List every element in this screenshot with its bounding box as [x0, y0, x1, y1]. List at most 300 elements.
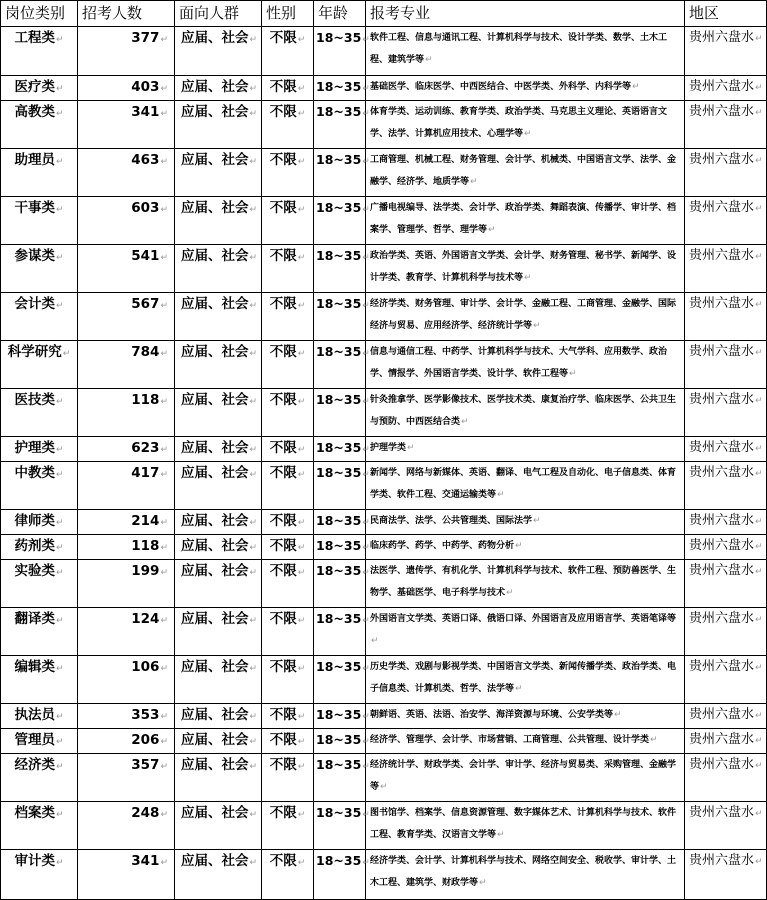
gender-cell [262, 197, 314, 245]
paragraph-mark-icon: ↵ [297, 762, 306, 772]
category-cell-text: 干事类 [14, 200, 55, 216]
region-cell-text: 贵州六盘水 [689, 440, 755, 455]
major-cell [366, 101, 685, 149]
count-cell-text: 248 [131, 805, 160, 821]
count-cell-text: 124 [131, 611, 160, 627]
audience-cell [175, 535, 262, 560]
count-cell-text: 341 [131, 853, 160, 869]
category-cell [1, 341, 78, 389]
paragraph-mark-icon: ↵ [362, 35, 370, 45]
count-cell-text: 199 [131, 563, 160, 579]
paragraph-mark-icon: ↵ [160, 253, 168, 263]
paragraph-mark-icon: ↵ [160, 737, 168, 747]
gender-cell-text: 不限 [269, 538, 297, 554]
audience-cell-text: 应届、社会 [181, 611, 249, 627]
paragraph-mark-icon: ↵ [755, 204, 763, 214]
paragraph-mark-icon: ↵ [297, 84, 306, 94]
paragraph-mark-icon: ↵ [249, 349, 258, 359]
paragraph-mark-icon: ↵ [249, 157, 258, 167]
paragraph-mark-icon: ↵ [249, 35, 258, 45]
paragraph-mark-icon: ↵ [533, 516, 541, 526]
category-cell [1, 608, 78, 656]
table-row [1, 656, 767, 704]
region-cell [685, 754, 767, 802]
paragraph-mark-icon: ↵ [55, 109, 64, 119]
category-cell-text: 会计类 [14, 296, 55, 312]
age-cell-text: 18~35 [316, 707, 362, 722]
count-cell-text: 106 [131, 659, 160, 675]
count-cell [78, 535, 175, 560]
paragraph-mark-icon: ↵ [55, 253, 64, 263]
paragraph-mark-icon: ↵ [362, 470, 370, 480]
category-cell-text: 中教类 [14, 465, 55, 481]
gender-cell [262, 510, 314, 535]
paragraph-mark-icon: ↵ [160, 568, 168, 578]
paragraph-mark-icon: ↵ [515, 684, 523, 694]
region-cell-text: 贵州六盘水 [689, 707, 755, 722]
count-cell [78, 293, 175, 341]
age-cell [314, 389, 370, 437]
paragraph-mark-icon: ↵ [371, 636, 379, 646]
category-cell [1, 850, 78, 900]
paragraph-mark-icon: ↵ [55, 157, 64, 167]
table-row [1, 510, 767, 535]
region-cell [685, 437, 767, 462]
count-cell-text: 403 [131, 79, 160, 95]
major-cell [366, 754, 685, 802]
count-cell-text: 623 [131, 440, 160, 456]
paragraph-mark-icon: ↵ [479, 878, 487, 888]
paragraph-mark-icon: ↵ [362, 301, 370, 311]
category-cell [1, 729, 78, 754]
paragraph-mark-icon: ↵ [755, 857, 763, 867]
count-cell [78, 560, 175, 608]
major-cell [366, 149, 685, 197]
paragraph-mark-icon: ↵ [297, 157, 306, 167]
paragraph-mark-icon: ↵ [55, 397, 64, 407]
region-cell-text: 贵州六盘水 [689, 659, 755, 674]
audience-cell-text: 应届、社会 [181, 344, 249, 360]
paragraph-mark-icon: ↵ [55, 35, 64, 45]
audience-cell-text: 应届、社会 [181, 200, 249, 216]
age-cell [314, 704, 370, 729]
paragraph-mark-icon: ↵ [297, 349, 306, 359]
region-cell [685, 76, 767, 101]
gender-cell [262, 802, 314, 850]
audience-cell [175, 850, 262, 900]
paragraph-mark-icon: ↵ [249, 84, 258, 94]
age-cell-text: 18~35 [316, 200, 362, 215]
age-cell-text: 18~35 [316, 513, 362, 528]
major-cell [366, 535, 685, 560]
major-cell-text: 软件工程、信息与通讯工程、计算机科学与技术、设计学类、数学、土木工程、建筑学等 [370, 33, 668, 65]
count-cell-text: 603 [131, 200, 160, 216]
header-category: 岗位类别 [1, 1, 78, 27]
region-cell-text: 贵州六盘水 [689, 248, 755, 263]
major-cell [366, 197, 685, 245]
audience-cell [175, 245, 262, 293]
age-cell [314, 437, 370, 462]
category-cell-text: 律师类 [14, 513, 55, 529]
audience-cell [175, 149, 262, 197]
region-cell [685, 27, 767, 76]
header-region: 地区 [685, 1, 767, 27]
region-cell [685, 560, 767, 608]
count-cell-text: 214 [131, 513, 160, 529]
region-cell [685, 656, 767, 704]
gender-cell [262, 245, 314, 293]
table-row [1, 608, 767, 656]
table-row [1, 437, 767, 462]
paragraph-mark-icon: ↵ [407, 443, 415, 453]
count-cell-text: 541 [131, 248, 160, 264]
paragraph-mark-icon: ↵ [160, 858, 168, 868]
paragraph-mark-icon: ↵ [160, 205, 168, 215]
major-cell [366, 245, 685, 293]
age-cell-text: 18~35 [316, 440, 362, 455]
age-cell-text: 18~35 [316, 853, 362, 868]
gender-cell-text: 不限 [269, 104, 297, 120]
gender-cell [262, 850, 314, 900]
major-cell-text: 广播电视编导、法学类、会计学、政治学类、舞蹈表演、传播学、审计学、档案学、管理学、哲学、理学等 [370, 203, 677, 235]
age-cell [314, 462, 370, 510]
gender-cell [262, 101, 314, 149]
paragraph-mark-icon: ↵ [160, 518, 168, 528]
gender-cell [262, 656, 314, 704]
gender-cell-text: 不限 [269, 513, 297, 529]
major-cell [366, 27, 685, 76]
region-cell [685, 704, 767, 729]
paragraph-mark-icon: ↵ [297, 397, 306, 407]
age-cell-text: 18~35 [316, 563, 362, 578]
paragraph-mark-icon: ↵ [160, 157, 168, 167]
paragraph-mark-icon: ↵ [249, 109, 258, 119]
category-cell [1, 802, 78, 850]
age-cell [314, 510, 370, 535]
header-age: 年龄 [314, 1, 366, 27]
paragraph-mark-icon: ↵ [249, 253, 258, 263]
paragraph-mark-icon: ↵ [62, 349, 71, 359]
paragraph-mark-icon: ↵ [362, 349, 370, 359]
age-cell-text: 18~35 [316, 757, 362, 772]
age-cell-text: 18~35 [316, 79, 362, 94]
paragraph-mark-icon: ↵ [249, 762, 258, 772]
major-cell-text: 信息与通信工程、中药学、计算机科学与技术、大气学科、应用数学、政治学、情报学、外国语言学类、设计学、软件工程等 [370, 347, 668, 379]
category-cell-text: 高教类 [14, 104, 55, 120]
major-cell-text: 朝鲜语、英语、法语、治安学、海洋资源与环境、公安学类等 [370, 710, 614, 720]
gender-cell-text: 不限 [269, 563, 297, 579]
category-cell-text: 档案类 [14, 805, 55, 821]
count-cell-text: 341 [131, 104, 160, 120]
table-row [1, 729, 767, 754]
paragraph-mark-icon: ↵ [755, 761, 763, 771]
age-cell-text: 18~35 [316, 659, 362, 674]
paragraph-mark-icon: ↵ [362, 568, 370, 578]
major-cell-text: 外国语言文学类、英语口译、俄语口译、外国语言及应用语言学、英语笔译等 [370, 614, 677, 624]
region-cell [685, 341, 767, 389]
gender-cell-text: 不限 [269, 392, 297, 408]
paragraph-mark-icon: ↵ [362, 543, 370, 553]
age-cell-text: 18~35 [316, 248, 362, 263]
count-cell [78, 510, 175, 535]
paragraph-mark-icon: ↵ [362, 810, 370, 820]
audience-cell-text: 应届、社会 [181, 659, 249, 675]
table-row [1, 389, 767, 437]
gender-cell [262, 389, 314, 437]
audience-cell-text: 应届、社会 [181, 248, 249, 264]
gender-cell [262, 704, 314, 729]
category-cell-text: 医疗类 [14, 79, 55, 95]
audience-cell-text: 应届、社会 [181, 732, 249, 748]
category-cell [1, 197, 78, 245]
category-cell [1, 704, 78, 729]
paragraph-mark-icon: ↵ [362, 253, 370, 263]
age-cell [314, 608, 370, 656]
paragraph-mark-icon: ↵ [160, 543, 168, 553]
paragraph-mark-icon: ↵ [362, 445, 370, 455]
paragraph-mark-icon: ↵ [362, 397, 370, 407]
table-row [1, 850, 767, 900]
paragraph-mark-icon: ↵ [755, 300, 763, 310]
category-cell-text: 医技类 [14, 392, 55, 408]
age-cell [314, 149, 370, 197]
paragraph-mark-icon: ↵ [497, 830, 505, 840]
major-cell-text: 临床药学、药学、中药学、药物分析 [370, 541, 515, 551]
major-cell [366, 560, 685, 608]
paragraph-mark-icon: ↵ [380, 782, 388, 792]
age-cell [314, 535, 370, 560]
age-cell-text: 18~35 [316, 538, 362, 553]
major-cell-text: 新闻学、网络与新媒体、英语、翻译、电气工程及自动化、电子信息类、体育学类、软件工程、交通运输类等 [370, 468, 677, 500]
paragraph-mark-icon: ↵ [55, 616, 64, 626]
count-cell [78, 462, 175, 510]
paragraph-mark-icon: ↵ [506, 588, 514, 598]
count-cell-text: 357 [131, 757, 160, 773]
paragraph-mark-icon: ↵ [160, 470, 168, 480]
audience-cell-text: 应届、社会 [181, 79, 249, 95]
paragraph-mark-icon: ↵ [362, 205, 370, 215]
gender-cell [262, 27, 314, 76]
age-cell [314, 245, 370, 293]
audience-cell [175, 704, 262, 729]
table-row [1, 754, 767, 802]
major-cell-text: 政治学类、英语、外国语言文学类、会计学、财务管理、秘书学、新闻学、设计学类、教育学、计算机科学与技术等 [370, 251, 677, 283]
paragraph-mark-icon: ↵ [362, 712, 370, 722]
category-cell [1, 149, 78, 197]
count-cell [78, 245, 175, 293]
category-cell [1, 389, 78, 437]
region-cell [685, 389, 767, 437]
age-cell-text: 18~35 [316, 805, 362, 820]
paragraph-mark-icon: ↵ [297, 470, 306, 480]
major-cell-text: 经济学类、财务管理、审计学、会计学、金融工程、工商管理、金融学、国际经济与贸易、应用经济学、经济统计学等 [370, 299, 677, 331]
region-cell-text: 贵州六盘水 [689, 611, 755, 626]
paragraph-mark-icon: ↵ [249, 470, 258, 480]
paragraph-mark-icon: ↵ [488, 225, 496, 235]
paragraph-mark-icon: ↵ [160, 445, 168, 455]
paragraph-mark-icon: ↵ [755, 83, 763, 93]
gender-cell [262, 535, 314, 560]
region-cell-text: 贵州六盘水 [689, 853, 755, 868]
gender-cell [262, 608, 314, 656]
paragraph-mark-icon: ↵ [524, 273, 532, 283]
region-cell-text: 贵州六盘水 [689, 79, 755, 94]
count-cell [78, 341, 175, 389]
region-cell [685, 850, 767, 900]
paragraph-mark-icon: ↵ [160, 810, 168, 820]
table-row [1, 27, 767, 76]
category-cell-text: 实验类 [14, 563, 55, 579]
major-cell [366, 76, 685, 101]
audience-cell [175, 389, 262, 437]
category-cell [1, 754, 78, 802]
audience-cell [175, 560, 262, 608]
region-cell [685, 245, 767, 293]
count-cell [78, 802, 175, 850]
major-cell [366, 729, 685, 754]
paragraph-mark-icon: ↵ [55, 445, 64, 455]
major-cell [366, 850, 685, 900]
paragraph-mark-icon: ↵ [362, 616, 370, 626]
region-cell-text: 贵州六盘水 [689, 732, 755, 747]
category-cell [1, 293, 78, 341]
audience-cell-text: 应届、社会 [181, 104, 249, 120]
paragraph-mark-icon: ↵ [755, 736, 763, 746]
count-cell [78, 389, 175, 437]
gender-cell [262, 462, 314, 510]
paragraph-mark-icon: ↵ [524, 129, 532, 139]
audience-cell-text: 应届、社会 [181, 853, 249, 869]
age-cell-text: 18~35 [316, 732, 362, 747]
region-cell [685, 535, 767, 560]
region-cell [685, 729, 767, 754]
major-cell [366, 802, 685, 850]
category-cell-text: 助理员 [14, 152, 55, 168]
age-cell [314, 656, 370, 704]
paragraph-mark-icon: ↵ [362, 518, 370, 528]
count-cell [78, 27, 175, 76]
paragraph-mark-icon: ↵ [755, 809, 763, 819]
audience-cell [175, 101, 262, 149]
paragraph-mark-icon: ↵ [362, 762, 370, 772]
paragraph-mark-icon: ↵ [249, 568, 258, 578]
major-cell [366, 341, 685, 389]
paragraph-mark-icon: ↵ [55, 858, 64, 868]
paragraph-mark-icon: ↵ [362, 858, 370, 868]
major-cell-text: 经济学、管理学、会计学、市场营销、工商管理、公共管理、设计学类 [370, 735, 650, 745]
table-row [1, 560, 767, 608]
paragraph-mark-icon: ↵ [249, 543, 258, 553]
age-cell [314, 341, 370, 389]
gender-cell [262, 560, 314, 608]
major-cell [366, 437, 685, 462]
audience-cell-text: 应届、社会 [181, 392, 249, 408]
paragraph-mark-icon: ↵ [755, 517, 763, 527]
category-cell-text: 药剂类 [14, 538, 55, 554]
age-cell-text: 18~35 [316, 104, 362, 119]
paragraph-mark-icon: ↵ [249, 664, 258, 674]
region-cell [685, 802, 767, 850]
major-cell-text: 工商管理、机械工程、财务管理、会计学、机械类、中国语言文学、法学、金融学、经济学、地质学等 [370, 155, 677, 187]
category-cell-text: 参谋类 [14, 248, 55, 264]
paragraph-mark-icon: ↵ [297, 616, 306, 626]
category-cell [1, 462, 78, 510]
count-cell-text: 206 [131, 732, 160, 748]
audience-cell-text: 应届、社会 [181, 707, 249, 723]
age-cell-text: 18~35 [316, 392, 362, 407]
paragraph-mark-icon: ↵ [55, 518, 64, 528]
audience-cell [175, 437, 262, 462]
category-cell-text: 执法员 [14, 707, 55, 723]
gender-cell-text: 不限 [269, 659, 297, 675]
major-cell-text: 体育学类、运动训练、教育学类、政治学类、马克思主义理论、英语语言文学、法学、计算机应用技术、心理学等 [370, 107, 668, 139]
paragraph-mark-icon: ↵ [297, 518, 306, 528]
paragraph-mark-icon: ↵ [55, 664, 64, 674]
count-cell [78, 608, 175, 656]
paragraph-mark-icon: ↵ [249, 445, 258, 455]
audience-cell [175, 656, 262, 704]
gender-cell-text: 不限 [269, 853, 297, 869]
gender-cell-text: 不限 [269, 200, 297, 216]
gender-cell-text: 不限 [269, 440, 297, 456]
paragraph-mark-icon: ↵ [160, 616, 168, 626]
region-cell-text: 贵州六盘水 [689, 200, 755, 215]
gender-cell-text: 不限 [269, 805, 297, 821]
major-cell-text: 基础医学、临床医学、中西医结合、中医学类、外科学、内科学等 [370, 82, 632, 92]
major-cell [366, 462, 685, 510]
count-cell [78, 729, 175, 754]
count-cell-text: 118 [131, 538, 160, 554]
gender-cell [262, 754, 314, 802]
gender-cell-text: 不限 [269, 757, 297, 773]
paragraph-mark-icon: ↵ [755, 444, 763, 454]
count-cell [78, 754, 175, 802]
paragraph-mark-icon: ↵ [297, 109, 306, 119]
paragraph-mark-icon: ↵ [55, 84, 64, 94]
paragraph-mark-icon: ↵ [297, 712, 306, 722]
paragraph-mark-icon: ↵ [515, 541, 523, 551]
audience-cell [175, 76, 262, 101]
paragraph-mark-icon: ↵ [755, 252, 763, 262]
paragraph-mark-icon: ↵ [160, 762, 168, 772]
count-cell [78, 76, 175, 101]
table-row [1, 76, 767, 101]
age-cell-text: 18~35 [316, 30, 362, 45]
region-cell-text: 贵州六盘水 [689, 152, 755, 167]
audience-cell-text: 应届、社会 [181, 805, 249, 821]
paragraph-mark-icon: ↵ [755, 396, 763, 406]
paragraph-mark-icon: ↵ [55, 810, 64, 820]
paragraph-mark-icon: ↵ [55, 205, 64, 215]
paragraph-mark-icon: ↵ [160, 35, 168, 45]
count-cell-text: 567 [131, 296, 160, 312]
paragraph-mark-icon: ↵ [249, 518, 258, 528]
age-cell [314, 76, 370, 101]
paragraph-mark-icon: ↵ [362, 109, 370, 119]
age-cell [314, 27, 370, 76]
paragraph-mark-icon: ↵ [569, 369, 577, 379]
paragraph-mark-icon: ↵ [755, 34, 763, 44]
gender-cell-text: 不限 [269, 344, 297, 360]
region-cell-text: 贵州六盘水 [689, 392, 755, 407]
age-cell [314, 802, 370, 850]
paragraph-mark-icon: ↵ [362, 84, 370, 94]
table-row [1, 462, 767, 510]
table-row [1, 245, 767, 293]
table-row [1, 149, 767, 197]
paragraph-mark-icon: ↵ [249, 737, 258, 747]
paragraph-mark-icon: ↵ [249, 712, 258, 722]
